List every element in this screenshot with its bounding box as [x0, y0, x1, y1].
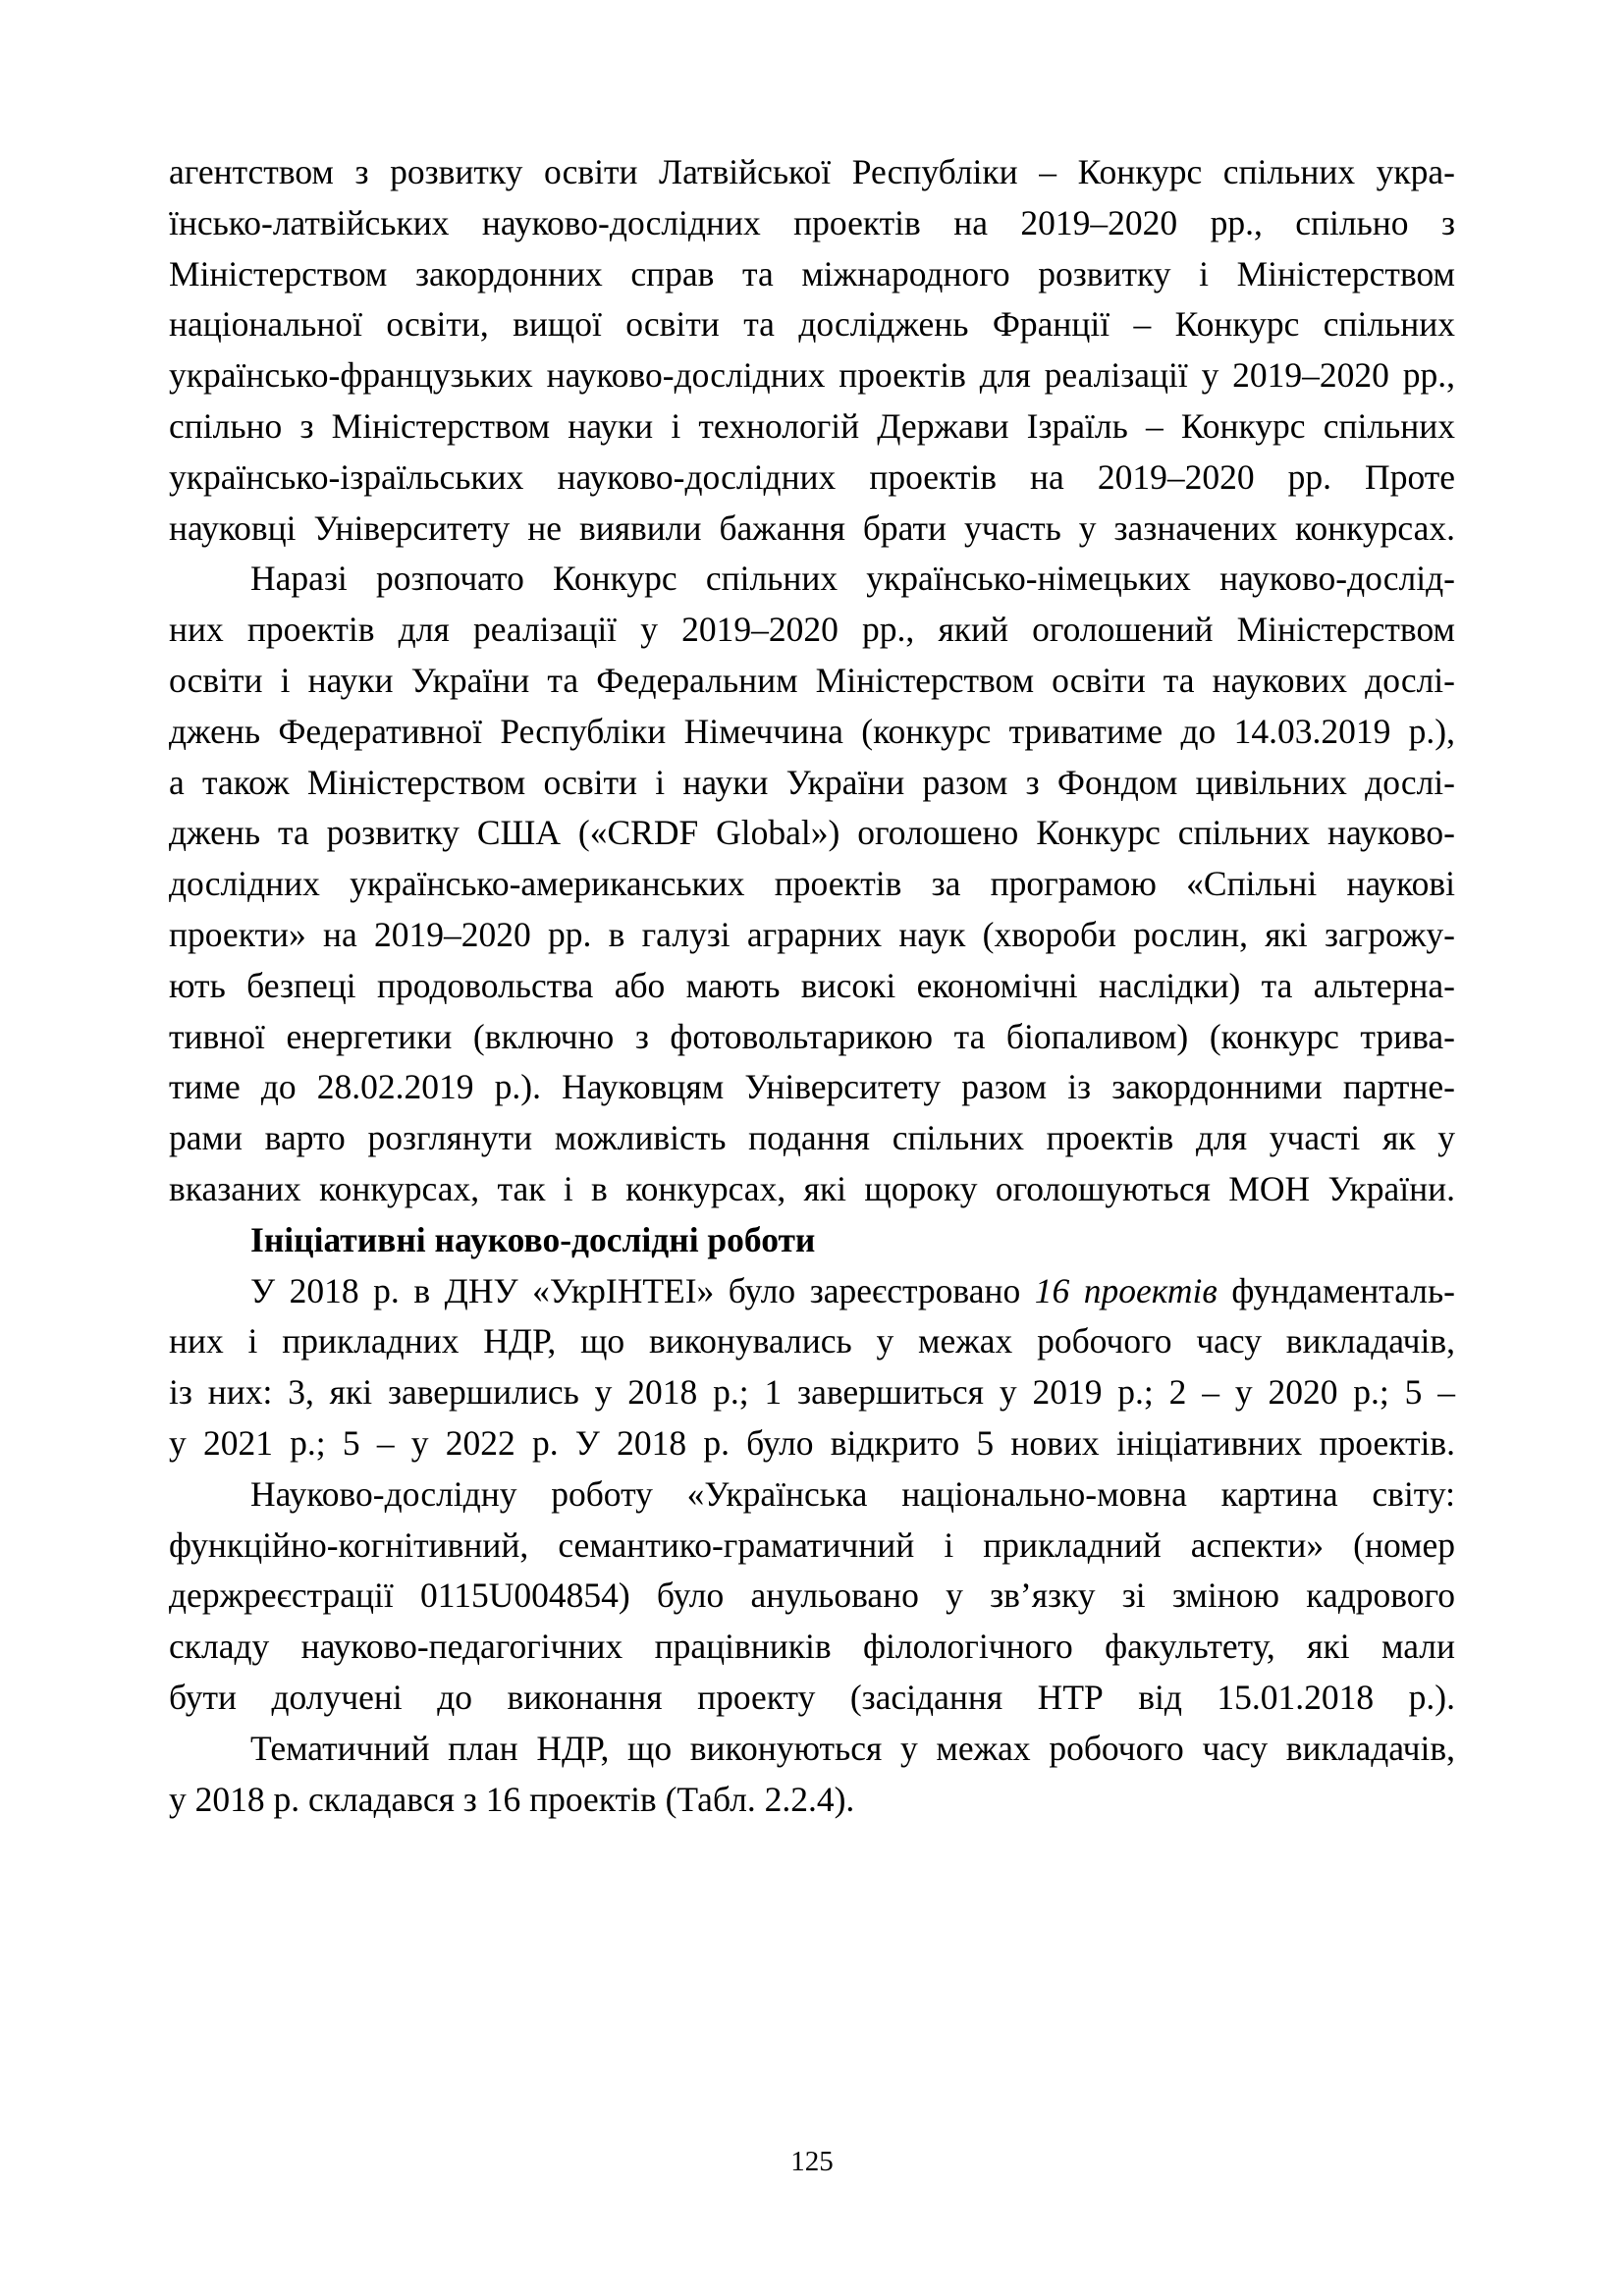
text-line: українсько-французьких науково-дослідних проектів для реалізації у 2019–2020 рр., [169, 355, 1455, 396]
emphasis-text: 16 проектів [1034, 1270, 1218, 1310]
text-line: їнсько-латвійських науково-дослідних проектів на 2019–2020 рр., спільно з [169, 202, 1455, 242]
text-line: Науково-дослідну роботу «Українська національно-мовна картина світу: [250, 1473, 1455, 1514]
text-line: джень Федеративної Республіки Німеччина (конкурс триватиме до 14.03.2019 р.), [169, 711, 1455, 751]
paragraph-registered-projects [169, 1266, 1455, 1469]
text-line: дослідних українсько-американських проектів за програмою «Спільні наукові [169, 864, 1455, 904]
text-line: тиме до 28.02.2019 р.). Науковцям Університету разом із закордонними партне- [169, 1067, 1455, 1107]
text-line: Тематичний план НДР, що виконуються у межах робочого часу викладачів, [250, 1728, 1455, 1768]
text-line: у 2018 р. складався з 16 проектів (Табл. 2.2.4). [169, 1779, 855, 1819]
text-line: тивної енергетики (включно з фотовольтарикою та біопаливом) (конкурс трива- [169, 1016, 1455, 1056]
text-line: них проектів для реалізації у 2019–2020 рр., який оголошений Міністерством [169, 610, 1455, 650]
text-line: вказаних конкурсах, так і в конкурсах, які щороку оголошуються МОН України. [169, 1168, 1455, 1208]
text-line: спільно з Міністерством науки і технологій Держави Ізраїль – Конкурс спільних [169, 405, 1455, 446]
text-line: бути долучені до виконання проекту (засідання НТР від 15.01.2018 р.). [169, 1677, 1455, 1717]
text-line: українсько-ізраїльських науково-дослідних проектів на 2019–2020 рр. Проте [169, 456, 1455, 497]
text-line: національної освіти, вищої освіти та досліджень Франції – Конкурс спільних [169, 304, 1455, 345]
paragraph-annulled-project [169, 1469, 1455, 1724]
text-line: у 2021 р.; 5 – у 2022 р. У 2018 р. було відкрито 5 нових ініціативних проектів. [169, 1422, 1455, 1463]
text-line: агентством з розвитку освіти Латвійської Республіки – Конкурс спільних укра- [169, 152, 1455, 191]
text-line: науковці Університету не виявили бажання брати участь у зазначених конкурсах. [169, 507, 1455, 548]
text-line: функційно-когнітивний, семантико-граматичний і прикладний аспекти» (номер [169, 1524, 1455, 1565]
text-line: них і прикладних НДР, що виконувались у межах робочого часу викладачів, [169, 1321, 1455, 1362]
text-line: рами варто розглянути можливість подання спільних проектів для участі як у [169, 1118, 1455, 1158]
text-line: ють безпеці продовольства або мають високі економічні наслідки) та альтерна- [169, 965, 1455, 1005]
text-line: джень та розвитку США («CRDF Global») оголошено Конкурс спільних науково- [169, 813, 1455, 853]
body-text [169, 147, 1455, 1825]
paragraph-international-competitions [169, 147, 1455, 554]
text-fragment: У 2018 р. в ДНУ «УкрІНТЕІ» було зареєстровано [250, 1270, 1035, 1310]
text-line: а також Міністерством освіти і науки України разом з Фондом цивільних дослі- [169, 762, 1455, 802]
section-heading: Ініціативні науково-дослідні роботи [250, 1219, 816, 1259]
paragraph-thematic-plan [169, 1724, 1455, 1826]
text-line: складу науково-педагогічних працівників філологічного факультету, які мали [169, 1627, 1455, 1667]
text-line: Наразі розпочато Конкурс спільних українсько-німецьких науково-дослід- [250, 559, 1455, 599]
text-line: держреєстрації 0115U004854) було анульовано у зв’язку зі зміною кадрового [169, 1575, 1455, 1616]
text-line: проекти» на 2019–2020 рр. в галузі аграрних наук (хвороби рослин, які загрожу- [169, 914, 1455, 954]
paragraph-current-competitions [169, 554, 1455, 1214]
text-line: із них: 3, які завершились у 2018 р.; 1 завершиться у 2019 р.; 2 – у 2020 р.; 5 – [169, 1372, 1455, 1413]
text-line: Міністерством закордонних справ та міжнародного розвитку і Міністерством [169, 253, 1455, 294]
text-line: освіти і науки України та Федеральним Міністерством освіти та наукових дослі- [169, 660, 1455, 700]
text-fragment: фундаменталь- [1217, 1270, 1455, 1310]
page-number: 125 [790, 2146, 834, 2177]
